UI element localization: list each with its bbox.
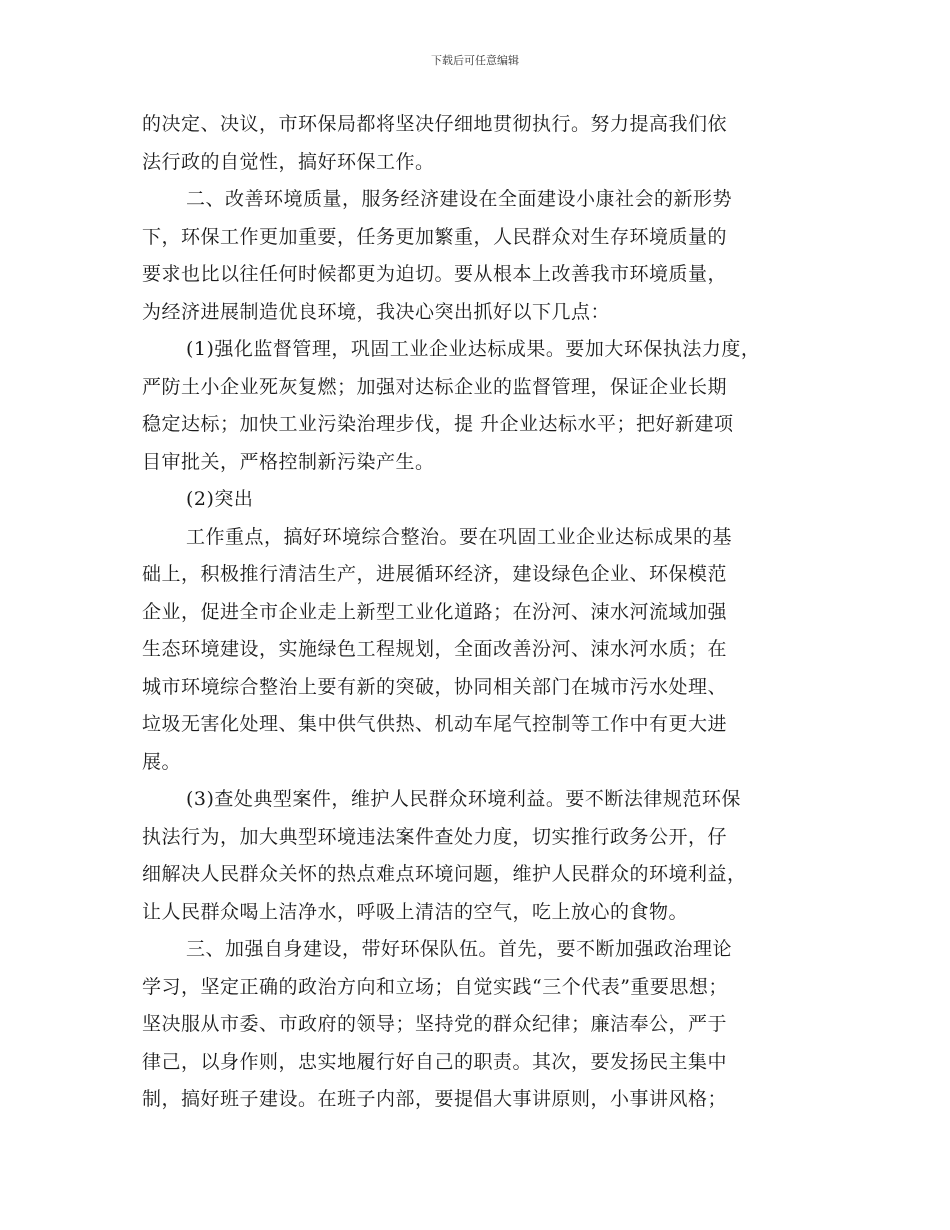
text-line: 工作重点，搞好环境综合整治。要在巩固工业企业达标成果的基 [186,525,733,548]
text-line: 目审批关，严格控制新污染产生。 [142,450,435,473]
text-line: 法行政的自觉性，搞好环保工作。 [142,150,435,173]
text-line: 城市环境综合整治上要有新的突破，协同相关部门在城市污水处理、 [142,675,728,698]
document-body [142,106,818,1119]
text-line: 企业，促进全市企业走上新型工业化道路；在汾河、涑水河流域加强 [142,600,728,623]
text-line: 为经济进展制造优良环境，我决心突出抓好以下几点： [142,300,611,323]
paragraph-1 [142,106,818,181]
text-line: (2)突出 [186,488,254,510]
text-line: 细解决人民群众关怀的热点难点环境问题，维护人民群众的环境利益， [142,863,747,885]
text-line: 二、改善环境质量，服务经济建设在全面建设小康社会的新形势 [186,188,733,210]
text-line: 律己，以身作则，忠实地履行好自己的职责。其次，要发扬民主集中 [142,1050,728,1073]
text-line: 制，搞好班子建设。在班子内部，要提倡大事讲原则，小事讲风格； [142,1088,728,1110]
text-line: (1)强化监督管理，巩固工业企业达标成果。要加大环保执法力度， [186,338,761,360]
text-line: 学习，坚定正确的政治方向和立场；自觉实践“三个代表”重要思想； [142,975,728,998]
paragraph-2 [142,181,818,331]
text-line: 坚决服从市委、市政府的领导；坚持党的群众纪律；廉洁奉公，严于 [142,1013,728,1035]
paragraph-6 [142,781,818,931]
text-line: 础上，积极推行清洁生产，进展循环经济，建设绿色企业、环保模范 [142,563,728,585]
text-line: (3)查处典型案件，维护人民群众环境利益。要不断法律规范环保 [186,788,741,810]
text-line: 严防土小企业死灰复燃；加强对达标企业的监督管理，保证企业长期 [142,375,728,398]
text-line: 下，环保工作更加重要，任务更加繁重，人民群众对生存环境质量的 [142,225,728,248]
text-line: 的决定、决议，市环保局都将坚决仔细地贯彻执行。努力提高我们依 [142,113,728,135]
page-header: 下载后可任意编辑 [431,54,519,67]
paragraph-7 [142,931,818,1119]
text-line: 要求也比以往任何时候都更为迫切。要从根本上改善我市环境质量， [142,263,728,285]
text-line: 垃圾无害化处理、集中供气供热、机动车尾气控制等工作中有更大进 [142,713,728,735]
paragraph-5 [142,519,818,782]
text-line: 稳定达标；加快工业污染治理步伐，提 升企业达标水平；把好新建项 [142,413,734,435]
text-line: 执法行为，加大典型环境违法案件查处力度，切实推行政务公开，仔 [142,825,728,848]
text-line: 三、加强自身建设，带好环保队伍。首先，要不断加强政治理论 [186,938,733,960]
text-line: 生态环境建设，实施绿色工程规划，全面改善汾河、涑水河水质；在 [142,638,728,660]
text-line: 让人民群众喝上洁净水，呼吸上清洁的空气，吃上放心的食物。 [142,900,689,923]
paragraph-3 [142,331,818,481]
text-line: 展。 [142,750,182,773]
paragraph-4 [142,481,818,519]
